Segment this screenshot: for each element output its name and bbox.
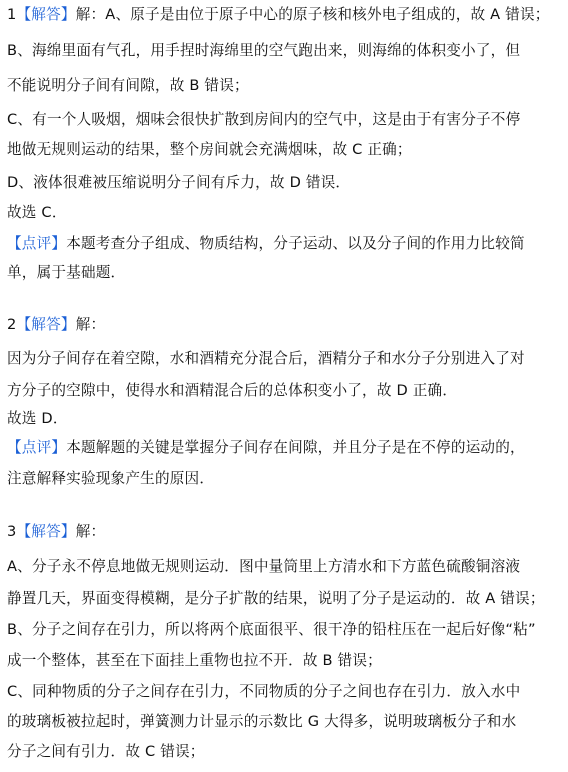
block3-line: B、分子之间存在引力，所以将两个底面很平、很干净的铅柱压在一起后好像“粘” — [7, 621, 536, 638]
block1-comment-tag: 【点评】 — [7, 235, 67, 252]
block1-comment-line — [7, 231, 563, 257]
block1-line: 地做无规则运动的结果，整个房间就会充满烟味，故 C 正确； — [7, 141, 412, 158]
block1-line: D、液体很难被压缩说明分子间有斥力，故 D 错误． — [7, 174, 351, 191]
block3-answer-intro: 解： — [75, 523, 106, 540]
block1-answer-tag: 【解答】 — [16, 6, 76, 23]
block3-answer-line — [7, 519, 563, 545]
block1-comment-cont: 单，属于基础题． — [7, 264, 126, 281]
block3-line: 的玻璃板被拉起时，弹簧测力计显示的示数比 G 大得多，说明玻璃板分子和水 — [7, 713, 517, 730]
block2-comment-text: 本题解题的关键是掌握分子间存在间隙，并且分子是在不停的运动的， — [66, 439, 525, 456]
block3-number: 3 — [7, 523, 17, 540]
block2-line: 故选 D． — [7, 410, 68, 427]
block3-line: 成一个整体，甚至在下面挂上重物也拉不开．故 B 错误； — [7, 652, 382, 669]
block1-answer-intro: 解：A、原子是由位于原子中心的原子核和核外电子组成的，故 A 错误； — [75, 6, 550, 23]
block1-line: C、有一个人吸烟，烟味会很快扩散到房间内的空气中，这是由于有害分子不停 — [7, 111, 521, 128]
block3-answer-tag: 【解答】 — [16, 523, 76, 540]
block2-line: 因为分子间存在着空隙，水和酒精充分混合后，酒精分子和水分子分别进入了对 — [7, 350, 525, 367]
block1-line: B、海绵里面有气孔，用手捏时海绵里的空气跑出来，则海绵的体积变小了，但 — [7, 42, 521, 59]
block1-number: 1 — [7, 6, 17, 23]
block2-comment-tag: 【点评】 — [7, 439, 67, 456]
block2-answer-intro: 解： — [75, 316, 106, 333]
block2-comment-line — [7, 435, 563, 461]
block2-line: 方分子的空隙中，使得水和酒精混合后的总体积变小了，故 D 正确． — [7, 382, 458, 399]
block1-line: 不能说明分子间有间隙，故 B 错误； — [7, 77, 249, 94]
block2-answer-tag: 【解答】 — [16, 316, 76, 333]
block2-answer-line — [7, 312, 563, 338]
block2-comment-cont: 注意解释实验现象产生的原因． — [7, 470, 215, 487]
block3-line: 分子之间有引力．故 C 错误； — [7, 743, 205, 760]
block1-comment-text: 本题考查分子组成、物质结构，分子运动、以及分子间的作用力比较简 — [66, 235, 525, 252]
block3-line: C、同种物质的分子之间存在引力，不同物质的分子之间也存在引力．放入水中 — [7, 683, 521, 700]
block3-line: 静置几天，界面变得模糊，是分子扩散的结果，说明了分子是运动的．故 A 错误； — [7, 590, 545, 607]
block1-answer-line — [7, 2, 563, 28]
block1-line: 故选 C． — [7, 204, 67, 221]
block3-line: A、分子永不停息地做无规则运动．图中量筒里上方清水和下方蓝色硫酸铜溶液 — [7, 558, 521, 575]
block2-number: 2 — [7, 316, 17, 333]
